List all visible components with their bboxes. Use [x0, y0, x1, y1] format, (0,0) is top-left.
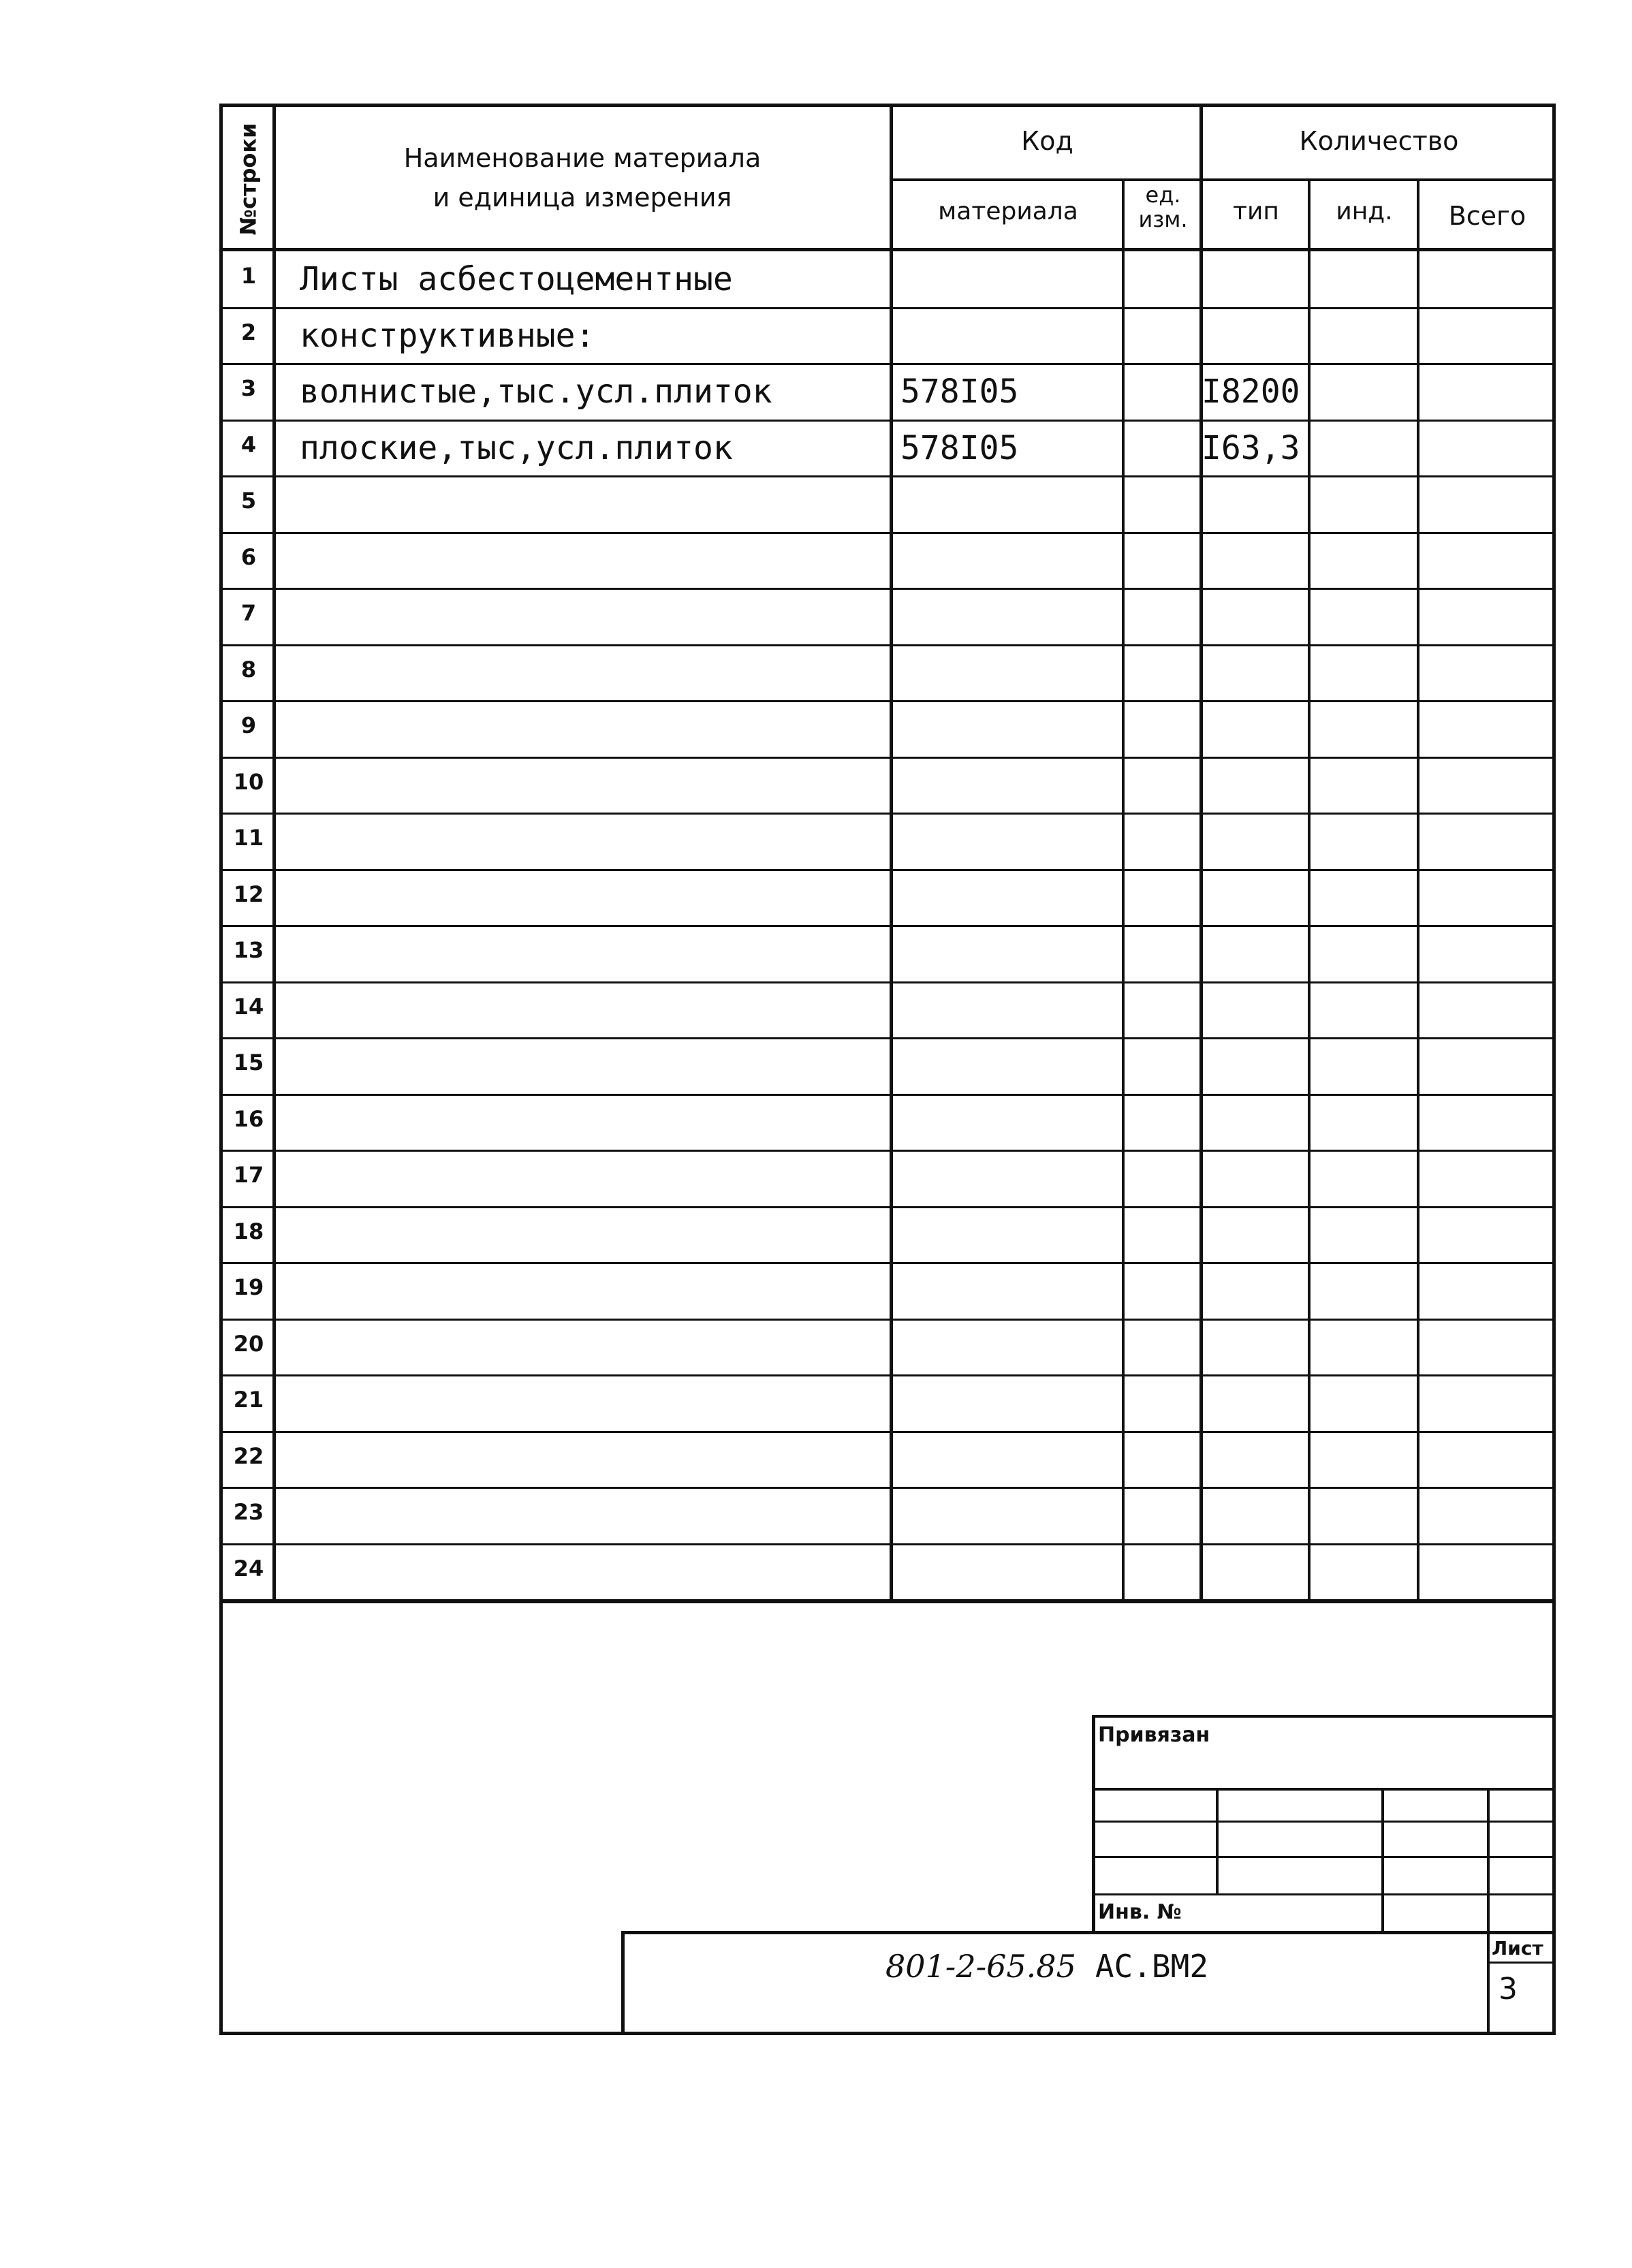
- document-number: [885, 1948, 1208, 1985]
- grid-line: [219, 1150, 1556, 1152]
- grid-line: [219, 420, 1556, 422]
- grid-line: [219, 475, 1556, 477]
- stamp-line: [1216, 1788, 1219, 1893]
- stamp-line: [1092, 1893, 1556, 1895]
- grid-line: [219, 981, 1556, 983]
- grid-line: [219, 644, 1556, 646]
- grid-line: [219, 869, 1556, 871]
- row-number: 17: [233, 1162, 264, 1188]
- grid-line: [219, 1374, 1556, 1376]
- row-number: 3: [240, 375, 257, 401]
- row-number: 20: [233, 1330, 264, 1357]
- grid-line: [219, 248, 1556, 251]
- sheet-number: 3: [1498, 1972, 1518, 2006]
- total-header: Всего: [1448, 201, 1526, 231]
- row-number: 15: [233, 1050, 264, 1075]
- grid-line: [219, 588, 1556, 590]
- row-number: 22: [233, 1443, 264, 1469]
- type-quantity-cell: I8200: [1202, 373, 1300, 411]
- grid-line: [219, 307, 1556, 309]
- grid-line: [219, 1543, 1556, 1545]
- row-number: 4: [240, 431, 257, 458]
- grid-line: [219, 1487, 1556, 1489]
- grid-line: [219, 813, 1556, 815]
- grid-line: [1308, 178, 1311, 1599]
- stamp-line: [1381, 1788, 1384, 1932]
- grid-line: [219, 1431, 1556, 1433]
- row-number: 24: [233, 1555, 264, 1581]
- grid-line: [219, 757, 1556, 759]
- row-number: 23: [233, 1499, 264, 1525]
- grid-line: [890, 178, 1556, 181]
- row-number: 16: [233, 1105, 264, 1132]
- row-number: 19: [233, 1274, 264, 1300]
- grid-line: [219, 363, 1556, 365]
- stamp-line: [1092, 1856, 1556, 1858]
- row-number: 6: [240, 544, 257, 570]
- row-number: 9: [240, 712, 257, 738]
- code-header: Код: [1021, 126, 1073, 156]
- name-header-line1: Наименование материала: [403, 143, 762, 173]
- row-number: 21: [233, 1387, 264, 1413]
- material-name-cell: конструктивные:: [300, 316, 595, 355]
- unit-header-line1: ед.: [1145, 182, 1181, 208]
- row-number: 13: [233, 937, 264, 963]
- stamp-line: [621, 1931, 625, 2033]
- sheet-label: Лист: [1492, 1937, 1543, 1959]
- grid-line: [219, 1262, 1556, 1264]
- material-name-cell: плоские,тыс,усл.плиток: [300, 428, 733, 467]
- row-number-header: №строки: [236, 122, 262, 236]
- name-header-line2: и единица измерения: [433, 183, 732, 212]
- material-code-cell: 578I05: [900, 428, 1019, 467]
- row-number: 18: [233, 1218, 264, 1244]
- row-number: 14: [233, 993, 264, 1020]
- stamp-line: [1092, 1715, 1556, 1718]
- row-number: 12: [233, 881, 264, 907]
- document-mark: АС.ВМ2: [1095, 1948, 1209, 1985]
- stamp-line: [1092, 1715, 1095, 1933]
- row-number: 5: [240, 488, 257, 514]
- inv-no-label: Инв. №: [1098, 1900, 1182, 1924]
- grid-line: [1122, 178, 1125, 1599]
- unit-header-line2: изм.: [1138, 206, 1188, 232]
- grid-line: [219, 1037, 1556, 1039]
- material-code-cell: 578I05: [900, 373, 1019, 411]
- row-number: 7: [240, 600, 257, 626]
- row-number: 8: [240, 656, 257, 682]
- stamp-line: [1487, 1962, 1556, 1964]
- grid-line: [219, 1206, 1556, 1208]
- grid-line: [219, 1094, 1556, 1096]
- row-number: 2: [240, 319, 257, 345]
- stamp-line: [621, 1931, 1556, 1934]
- document-series: 801-2-65.85: [885, 1948, 1076, 1985]
- grid-line: [219, 700, 1556, 702]
- ind-header: инд.: [1336, 198, 1393, 225]
- grid-line: [219, 1319, 1556, 1321]
- grid-line: [219, 1599, 1556, 1603]
- grid-line: [219, 925, 1556, 927]
- material-name-cell: Листы асбестоцементные: [300, 260, 733, 298]
- material-name-cell: волнистые,тыс.усл.плиток: [300, 373, 772, 411]
- type-quantity-cell: I63,3: [1202, 428, 1300, 467]
- row-number: 10: [233, 768, 264, 795]
- row-number: 1: [240, 263, 257, 289]
- grid-line: [219, 532, 1556, 534]
- stamp-line: [1487, 1788, 1490, 2033]
- row-number: 11: [233, 825, 264, 851]
- stamp-line: [1092, 1788, 1556, 1791]
- material-header: материала: [938, 198, 1078, 225]
- bound-label: Привязан: [1098, 1723, 1210, 1747]
- type-header: тип: [1233, 198, 1279, 225]
- stamp-line: [1092, 1821, 1556, 1823]
- grid-line: [1417, 178, 1419, 1599]
- quantity-header: Количество: [1299, 126, 1459, 156]
